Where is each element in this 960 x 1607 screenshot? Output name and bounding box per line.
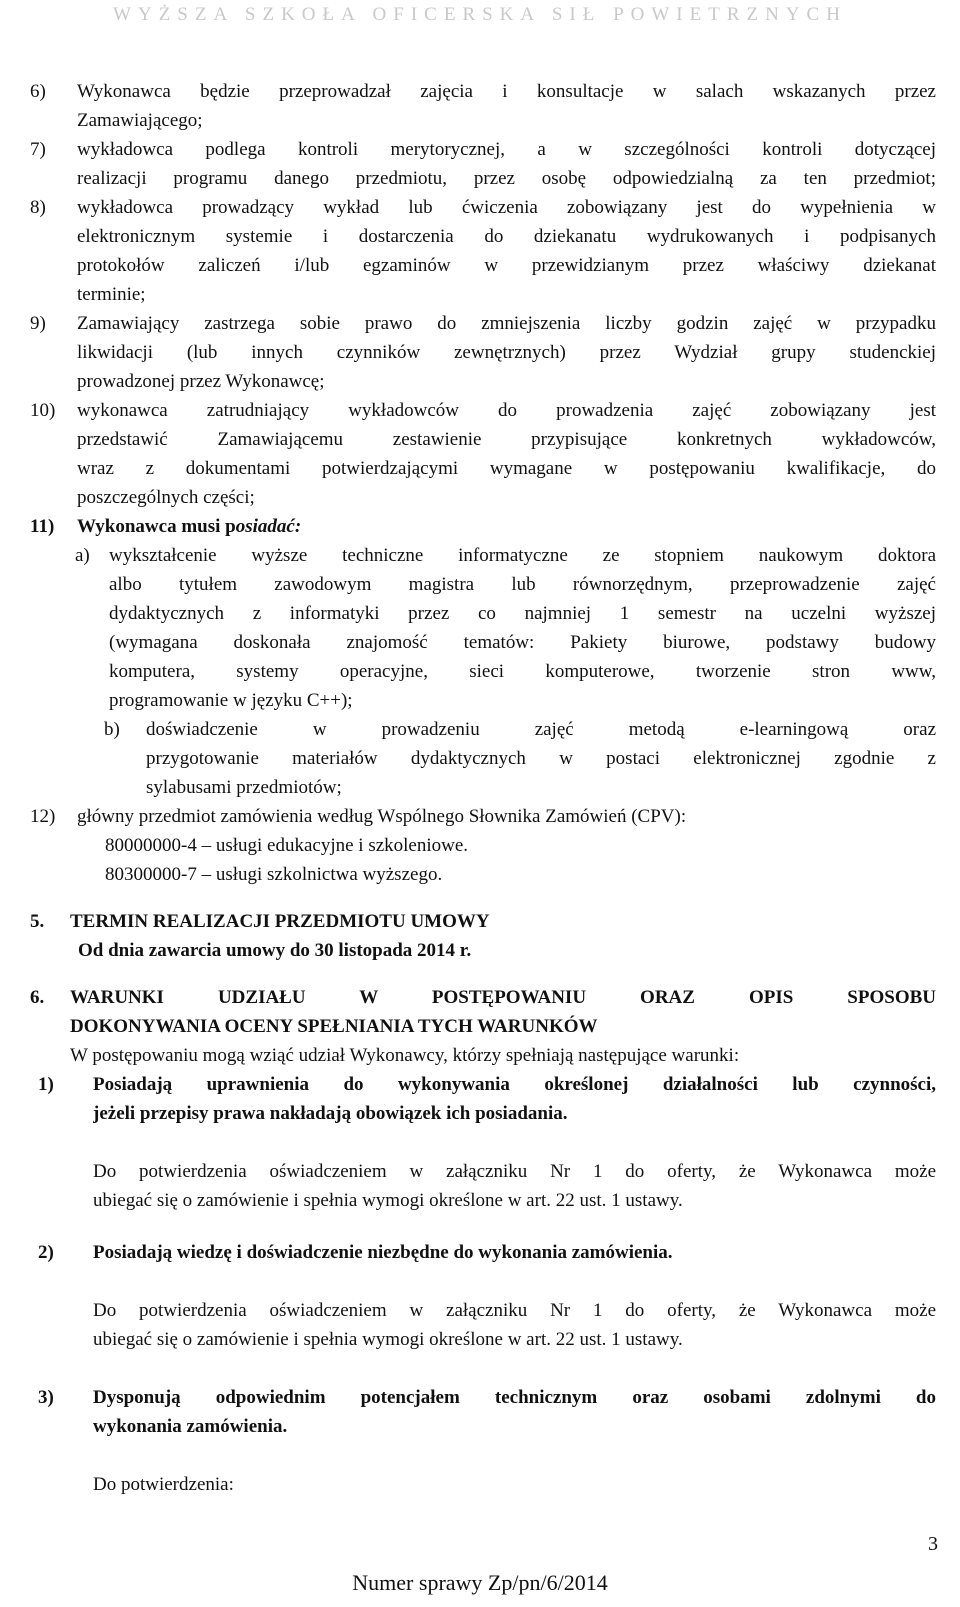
- note-line: Do potwierdzenia:: [93, 1474, 234, 1495]
- item-line: główny przedmiot zamówienia według Wspólnego Słownika Zamówień (CPV):: [77, 806, 687, 827]
- item-number: 11): [30, 516, 55, 537]
- condition-3-note: [93, 1470, 936, 1499]
- item-line: Zamawiający zastrzega sobie prawo do zmniejszenia liczby godzin zajęć w przypadku: [77, 313, 936, 334]
- condition-1-note: [93, 1157, 936, 1215]
- note-line: Do potwierdzenia oświadczeniem w załączniku Nr 1 do oferty, że Wykonawca może: [93, 1300, 936, 1321]
- item-number: 6): [30, 81, 46, 102]
- item-line: jeżeli przepisy prawa nakładają obowiązek ich posiadania.: [93, 1103, 568, 1124]
- item-line: wykonawca zatrudniający wykładowców do prowadzenia zajęć zobowiązany jest: [77, 400, 936, 421]
- item-line: Posiadają wiedzę i doświadczenie niezbędne do wykonania zamówienia.: [93, 1242, 673, 1263]
- item-number: 7): [30, 139, 46, 160]
- item-line: (wymagana doskonała znajomość tematów: Pakiety biurowe, podstawy budowy: [109, 632, 936, 653]
- sub-item-a: [75, 541, 936, 715]
- item-line: albo tytułem zawodowym magistra lub równorzędnym, przeprowadzenie zajęć: [109, 574, 936, 595]
- page-number: 3: [928, 1533, 938, 1555]
- condition-3: [38, 1383, 936, 1441]
- section-subtitle: Od dnia zawarcia umowy do 30 listopada 2014 r.: [78, 940, 472, 961]
- item-line: wykonania zamówienia.: [93, 1416, 288, 1437]
- item-number: 2): [38, 1242, 54, 1263]
- item-line: wykształcenie wyższe techniczne informatyczne ze stopniem naukowym doktora: [109, 545, 936, 566]
- condition-1: [38, 1070, 936, 1128]
- list-item-7: [30, 135, 936, 193]
- item-line: realizacji programu danego przedmiotu, przez osobę odpowiedzialną za ten przedmiot;: [77, 168, 936, 189]
- item-line: wykładowca podlega kontroli merytorycznej, a w szczególności kontroli dotyczącej: [77, 139, 936, 160]
- item-line: Wykonawca będzie przeprowadzał zajęcia i konsultacje w salach wskazanych przez: [77, 81, 936, 102]
- section-number: 5.: [30, 911, 45, 932]
- list-item-10: [30, 396, 936, 512]
- condition-2: [38, 1238, 936, 1267]
- case-number-footer: Numer sprawy Zp/pn/6/2014: [352, 1570, 608, 1595]
- item-line: Zamawiającego;: [77, 110, 203, 131]
- cpv-code-line: 80000000-4 – usługi edukacyjne i szkoleniowe.: [105, 835, 469, 856]
- item-line: przygotowanie materiałów dydaktycznych w postaci elektronicznej zgodnie z: [146, 748, 936, 769]
- item-line: sylabusami przedmiotów;: [146, 777, 342, 798]
- section-6: [30, 983, 936, 1041]
- section-title: WARUNKI UDZIAŁU W POSTĘPOWANIU ORAZ OPIS SPOSOBU: [70, 987, 936, 1008]
- item-line: dydaktycznych z informatyki przez co najmniej 1 semestr na uczelni wyższej: [109, 603, 936, 624]
- item-line: komputera, systemy operacyjne, sieci komputerowe, tworzenie stron www,: [109, 661, 936, 682]
- sub-item-b: [104, 715, 936, 802]
- item-line: doświadczenie w prowadzeniu zajęć metodą e-learningową oraz: [146, 719, 936, 740]
- item-number: 12): [30, 806, 56, 827]
- item-number: 8): [30, 197, 46, 218]
- item-heading-emph: osiadać:: [235, 516, 302, 537]
- list-item-6: [30, 77, 936, 135]
- item-line: likwidacji (lub innych czynników zewnętrznych) przez Wydział grupy studenckiej: [77, 342, 936, 363]
- condition-2-note: [93, 1296, 936, 1354]
- item-line: wraz z dokumentami potwierdzającymi wymagane w postępowaniu kwalifikacje, do: [77, 458, 936, 479]
- section-intro: [70, 1041, 936, 1070]
- item-number: b): [104, 719, 120, 740]
- list-item-11: [30, 512, 936, 541]
- item-number: 1): [38, 1074, 54, 1095]
- cpv-code-line: 80300000-7 – usługi szkolnictwa wyższego.: [105, 864, 443, 885]
- institution-header: WYŻSZA SZKOŁA OFICERSKA SIŁ POWIETRZNYCH: [113, 4, 847, 25]
- item-number: 3): [38, 1387, 54, 1408]
- list-item-12: [30, 802, 936, 889]
- note-line: Do potwierdzenia oświadczeniem w załączniku Nr 1 do oferty, że Wykonawca może: [93, 1161, 936, 1182]
- item-line: wykładowca prowadzący wykład lub ćwiczenia zobowiązany jest do wypełnienia w: [77, 197, 936, 218]
- section-number: 6.: [30, 987, 45, 1008]
- note-line: ubiegać się o zamówienie i spełnia wymogi określone w art. 22 ust. 1 ustawy.: [93, 1329, 683, 1350]
- list-item-8: [30, 193, 936, 309]
- section-5: [30, 907, 936, 965]
- item-line: Posiadają uprawnienia do wykonywania określonej działalności lub czynności,: [93, 1074, 936, 1095]
- item-line: Dysponują odpowiednim potencjałem technicznym oraz osobami zdolnymi do: [93, 1387, 936, 1408]
- item-line: protokołów zaliczeń i/lub egzaminów w przewidzianym przez właściwy dziekanat: [77, 255, 936, 276]
- item-line: elektronicznym systemie i dostarczenia do dziekanatu wydrukowanych i podpisanych: [77, 226, 936, 247]
- section-title: TERMIN REALIZACJI PRZEDMIOTU UMOWY: [70, 911, 490, 932]
- item-line: poszczególnych części;: [77, 487, 255, 508]
- item-number: 10): [30, 400, 56, 421]
- item-line: terminie;: [77, 284, 146, 305]
- intro-text: W postępowaniu mogą wziąć udział Wykonawcy, którzy spełniają następujące warunki:: [70, 1045, 740, 1066]
- item-line: programowanie w języku C++);: [109, 690, 353, 711]
- item-line: prowadzonej przez Wykonawcę;: [77, 371, 325, 392]
- section-title: DOKONYWANIA OCENY SPEŁNIANIA TYCH WARUNKÓW: [70, 1016, 598, 1037]
- list-item-9: [30, 309, 936, 396]
- item-number: 9): [30, 313, 46, 334]
- item-number: a): [75, 545, 90, 566]
- note-line: ubiegać się o zamówienie i spełnia wymogi określone w art. 22 ust. 1 ustawy.: [93, 1190, 683, 1211]
- item-line: przedstawić Zamawiającemu zestawienie przypisujące konkretnych wykładowców,: [77, 429, 936, 450]
- item-heading: Wykonawca musi p: [77, 516, 236, 537]
